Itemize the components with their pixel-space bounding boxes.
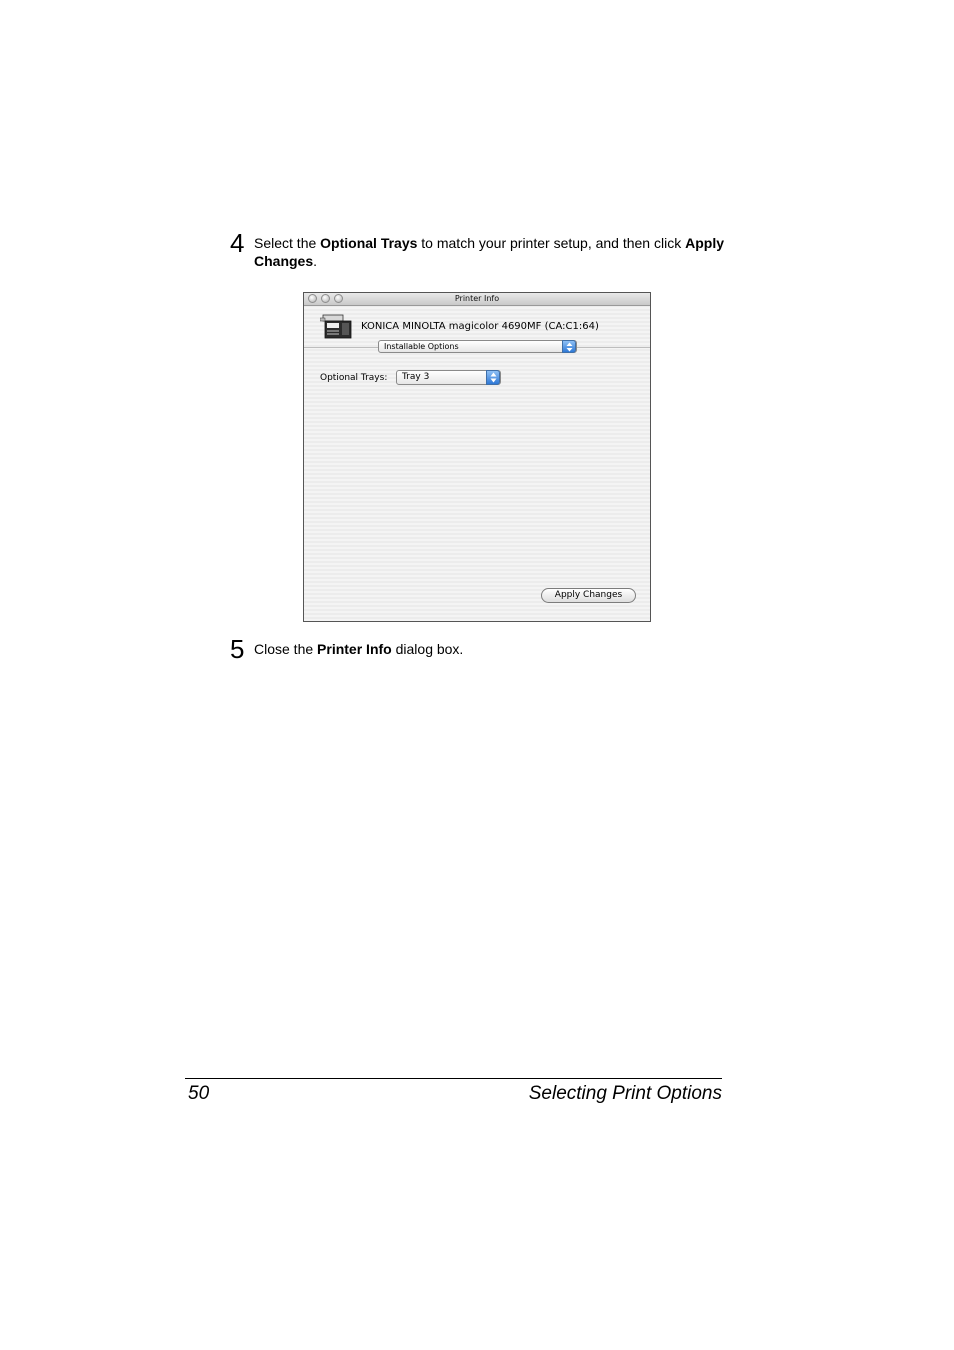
apply-changes-button[interactable]: Apply Changes — [541, 588, 636, 603]
optional-trays-value: Tray 3 — [402, 372, 430, 382]
instruction-emphasis: Printer Info — [317, 641, 392, 657]
optional-trays-label: Optional Trays: — [320, 373, 388, 383]
optional-trays-popup[interactable] — [396, 370, 501, 385]
section-popup-value: Installable Options — [384, 342, 459, 351]
instruction-text: dialog box. — [391, 641, 464, 657]
instruction-emphasis: Optional Trays — [320, 235, 418, 251]
instruction-text: . — [313, 253, 318, 269]
step-number: 5 — [230, 634, 245, 664]
footer-rule — [185, 1078, 722, 1079]
step-instruction — [254, 640, 724, 658]
step-instruction — [254, 234, 724, 270]
printer-name: KONICA MINOLTA magicolor 4690MF (CA:C1:64) — [361, 321, 599, 332]
instruction-emphasis: Apply Changes — [254, 235, 724, 269]
page-number: 50 — [188, 1083, 210, 1104]
title-bar — [304, 293, 650, 306]
section-title: Selecting Print Options — [528, 1083, 722, 1104]
chevron-up-down-icon — [562, 340, 576, 353]
instruction-text: to match your printer setup, and then click — [417, 235, 686, 251]
section-popup[interactable] — [378, 340, 577, 353]
instruction-text: Select the — [254, 235, 321, 251]
printer-info-dialog — [303, 292, 651, 622]
window-title: Printer Info — [454, 294, 500, 303]
instruction-text: Close the — [254, 641, 318, 657]
step-number: 4 — [230, 228, 245, 258]
chevron-up-down-icon — [486, 370, 500, 385]
printer-icon — [320, 313, 354, 339]
